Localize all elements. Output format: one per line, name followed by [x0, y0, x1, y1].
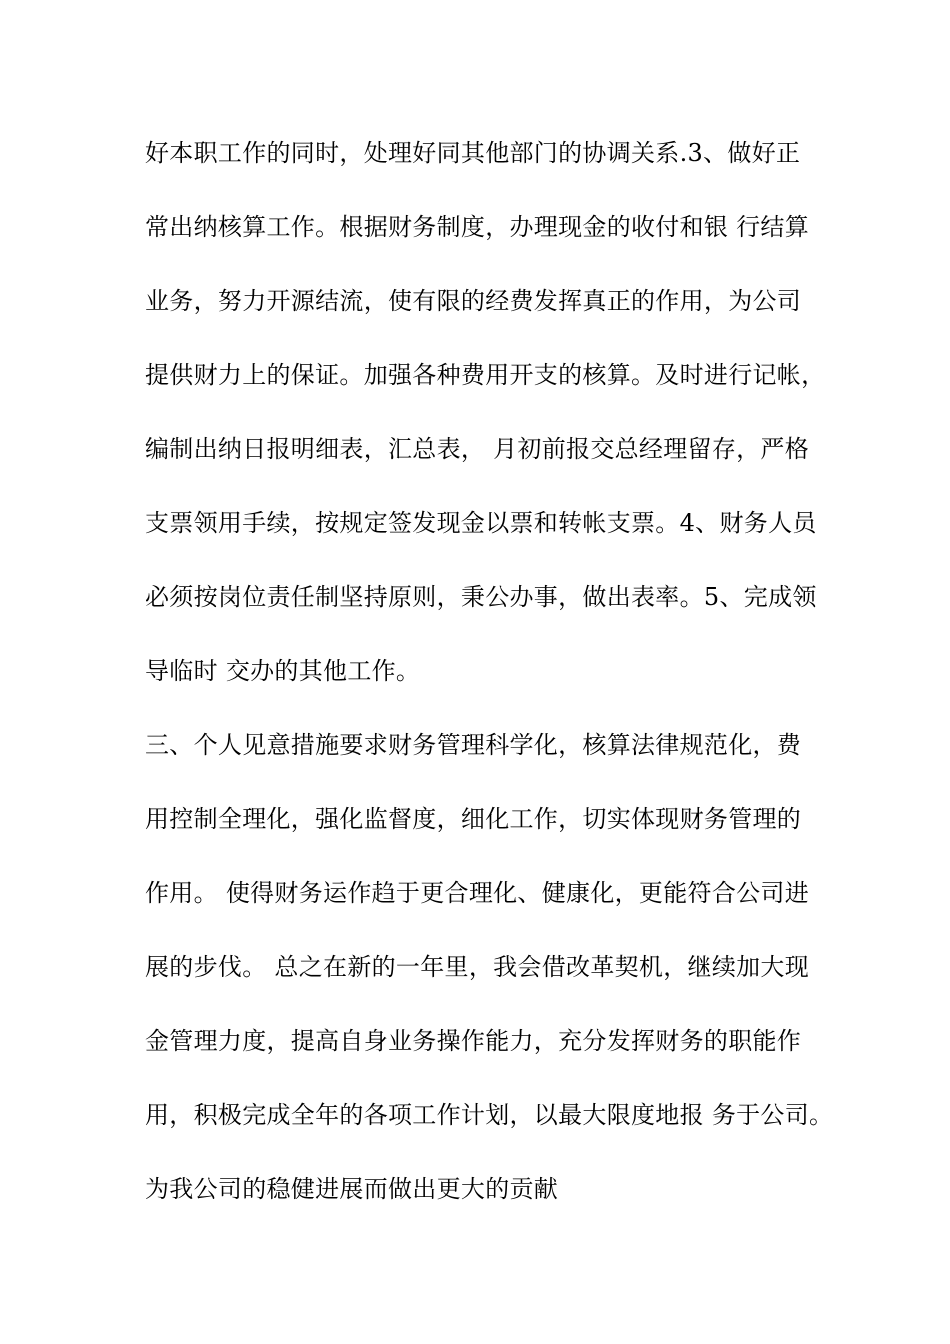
text-line: 用控制全理化，强化监督度，细化工作，切实体现财务管理的: [145, 805, 802, 833]
text-line: 业务，努力开源结流，使有限的经费发挥真正的作用，为公司: [145, 287, 802, 315]
text-line: 必须按岗位责任制坚持原则，秉公办事，做出表率。5、完成领: [145, 583, 817, 611]
text-line: 支票领用手续，按规定签发现金以票和转帐支票。4、财务人员: [145, 509, 817, 537]
text-line: 展的步伐。 总之在新的一年里，我会借改革契机，继续加大现: [145, 953, 810, 981]
text-line: 好本职工作的同时，处理好同其他部门的协调关系.3、做好正: [145, 139, 801, 167]
text-line: 作用。 使得财务运作趋于更合理化、健康化，更能符合公司进: [145, 879, 810, 907]
text-line: 常出纳核算工作。根据财务制度，办理现金的收付和银 行结算: [145, 213, 810, 241]
text-line: 提供财力上的保证。加强各种费用开支的核算。及时进行记帐，: [145, 361, 826, 389]
text-line: 用，积极完成全年的各项工作计划，以最大限度地报 务于公司。: [145, 1101, 834, 1129]
text-line: 导临时 交办的其他工作。: [145, 657, 421, 685]
text-line: 为我公司的稳健进展而做出更大的贡献: [145, 1175, 559, 1203]
text-line: 编制出纳日报明细表，汇总表， 月初前报交总经理留存，严格: [145, 435, 810, 463]
text-line: 三、个人见意措施要求财务管理科学化，核算法律规范化，费: [145, 731, 802, 759]
text-line: 金管理力度，提高自身业务操作能力，充分发挥财务的职能作: [145, 1027, 802, 1055]
